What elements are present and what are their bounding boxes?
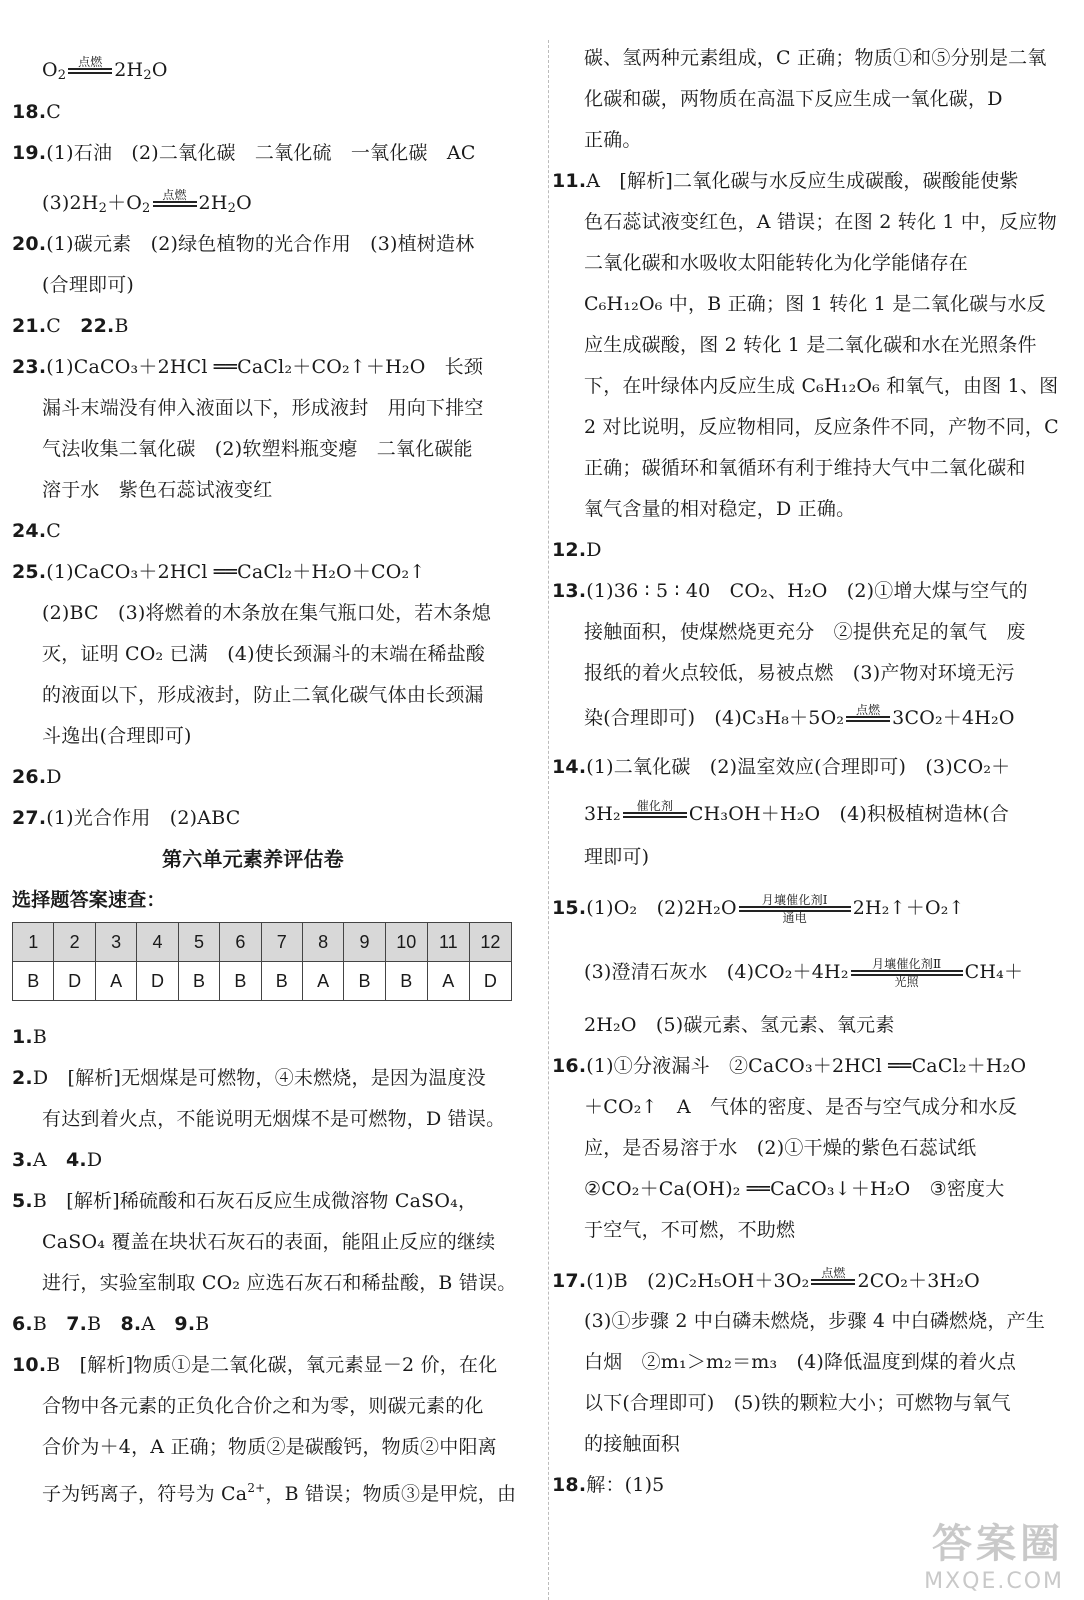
question-number: 15. [552, 897, 587, 919]
answer-12 [552, 537, 602, 563]
answer-text: C [46, 315, 62, 337]
question-number: 18. [12, 101, 47, 123]
answer-text: 碳、氢两种元素组成，C 正确；物质①和⑤分别是二氧 [584, 47, 1047, 69]
answer-text: 应生成碳酸，图 2 转化 1 是二氧化碳和水在光照条件 [584, 334, 1037, 356]
subscript: 2 [57, 68, 67, 83]
answer-text: 有达到着火点，不能说明无烟煤不是可燃物，D 错误。 [42, 1108, 506, 1130]
question-number: 6. [12, 1313, 33, 1335]
text: (3)2H [42, 192, 99, 214]
answer-text: A [32, 1149, 47, 1171]
answer-text: B [195, 1313, 210, 1335]
answer-text: (2)BC (3)将燃着的木条放在集气瓶口处，若木条熄 [42, 602, 492, 624]
answer-text: (1)光合作用 (2)ABC [46, 807, 241, 829]
answer-text: B [87, 1313, 102, 1335]
answer-text: B [32, 1026, 48, 1048]
answer-text: 接触面积，使煤燃烧更充分 ②提供充足的氧气 废 [584, 621, 1026, 643]
table-cell: D [469, 962, 511, 1001]
answer-text: 合物中各元素的正负化合价之和为零，则碳元素的化 [42, 1395, 484, 1417]
answer-text: B [解析]物质①是二氧化碳，氧元素显－2 价，在化 [46, 1354, 498, 1376]
question-number: 8. [120, 1313, 142, 1335]
condition-text: 通电 [782, 911, 807, 925]
condition-text: 点燃 [855, 703, 881, 717]
table-cell: 7 [261, 923, 302, 962]
answer-text: 溶于水 紫色石蕊试液变红 [42, 479, 273, 501]
question-number: 19. [12, 142, 47, 164]
answer-text: C₆H₁₂O₆ 中，B 正确；图 1 转化 1 是二氧化碳与水反 [584, 293, 1046, 315]
condition-text: 光照 [894, 975, 919, 989]
table-cell: 11 [427, 923, 469, 962]
answer-text: 2 对比说明，反应物相同，反应条件不同，产物不同，C [584, 416, 1059, 438]
reaction-condition [851, 958, 963, 988]
reaction-condition [739, 894, 851, 924]
table-cell: 5 [178, 923, 219, 962]
reaction-condition [153, 189, 197, 219]
answer-text: (1)二氧化碳 (2)温室效应(合理即可) (3)CO₂＋ [586, 756, 1011, 778]
answer-text: B [解析]稀硫酸和石灰石反应生成微溶物 CaSO₄， [32, 1190, 478, 1212]
answer-21-22 [12, 313, 129, 339]
answer-text: 于空气，不可燃，不助燃 [584, 1219, 796, 1241]
text: O [42, 59, 58, 81]
reaction-condition [846, 704, 890, 734]
answer-13 [552, 578, 1028, 604]
answer-text: C [46, 101, 62, 123]
table-cell: B [385, 962, 427, 1001]
table-cell: B [261, 962, 302, 1001]
answer-25 [12, 559, 425, 585]
question-number: 2. [12, 1067, 33, 1089]
table-cell: 8 [302, 923, 343, 962]
answer-text: 漏斗末端没有伸入液面以下，形成液封 用向下排空 [42, 397, 484, 419]
answer-3-4 [12, 1147, 102, 1173]
text: 3CO₂＋4H₂O [892, 707, 1015, 729]
answer-24 [12, 518, 61, 544]
answer-text: 灭，证明 CO₂ 已满 (4)使长颈漏斗的末端在稀盐酸 [42, 643, 486, 665]
question-number: 5. [12, 1190, 33, 1212]
answer-text: 2H₂O (5)碳元素、氢元素、氧元素 [584, 1014, 895, 1036]
answer-text: A [141, 1313, 156, 1335]
answer-text: 解：(1)5 [586, 1474, 665, 1496]
answer-text: 下，在叶绿体内反应生成 C₆H₁₂O₆ 和氧气，由图 1、图 [584, 375, 1059, 397]
answer-14 [552, 754, 1010, 780]
question-number: 20. [12, 233, 47, 255]
column-divider [548, 40, 549, 1600]
answer-text: 氧气含量的相对稳定，D 正确。 [584, 498, 856, 520]
answer-text: 的接触面积 [584, 1433, 681, 1455]
answer-5 [12, 1188, 477, 1214]
question-number: 16. [552, 1055, 587, 1077]
table-cell: A [427, 962, 469, 1001]
watermark [924, 1512, 1064, 1594]
answer-text: 合价为＋4，A 正确；物质②是碳酸钙，物质②中阳离 [42, 1436, 497, 1458]
question-number: 27. [12, 807, 47, 829]
answer-23 [12, 354, 483, 380]
question-number: 23. [12, 356, 47, 378]
table-cell: 2 [54, 923, 95, 962]
text: (1)O₂ (2)2H₂O [586, 897, 737, 919]
text: 3H₂ [584, 803, 621, 825]
question-number: 22. [80, 315, 115, 337]
text: 2H [114, 59, 144, 81]
answer-text: 化碳和碳，两物质在高温下反应生成一氧化碳，D [584, 88, 1003, 110]
subscript: 2 [142, 201, 151, 216]
answer-text: 正确；碳循环和氧循环有利于维持大气中二氧化碳和 [584, 457, 1026, 479]
question-number: 4. [65, 1149, 87, 1171]
table-cell: 4 [137, 923, 178, 962]
table-cell: A [302, 962, 343, 1001]
answer-text: 的液面以下，形成液封，防止二氧化碳气体由长颈漏 [42, 684, 484, 706]
reaction-condition [623, 800, 687, 830]
watermark-url: MXQE.COM [924, 1569, 1064, 1594]
equation-line [584, 704, 1015, 734]
question-number: 9. [174, 1313, 196, 1335]
table-cell: D [54, 962, 95, 1001]
answer-text: (1)CaCO₃＋2HCl ══CaCl₂＋CO₂↑＋H₂O 长颈 [46, 356, 484, 378]
answer-text: (1)CaCO₃＋2HCl ══CaCl₂＋H₂O＋CO₂↑ [46, 561, 426, 583]
question-number: 14. [552, 756, 587, 778]
watermark-logo-text: 答案圈 [932, 1521, 1064, 1567]
answer-text: D [86, 1149, 103, 1171]
answer-text: 色石蕊试液变红色，A 错误；在图 2 转化 1 中，反应物 [584, 211, 1057, 233]
question-number: 10. [12, 1354, 47, 1376]
equation-line [42, 56, 168, 89]
answer-text: (1)36 ∶ 5 ∶ 40 CO₂、H₂O (2)①增大煤与空气的 [586, 580, 1028, 602]
answer-text: (合理即可) [42, 274, 135, 296]
table-cell: B [344, 962, 385, 1001]
text: O [236, 192, 252, 214]
answer-text: 正确。 [584, 129, 642, 151]
answer-20 [12, 231, 474, 257]
table-header-row [13, 923, 512, 962]
answer-2 [12, 1065, 486, 1091]
question-number: 26. [12, 766, 47, 788]
answer-text-line [42, 1475, 516, 1507]
answer-text: (1)①分液漏斗 ②CaCO₃＋2HCl ══CaCl₂＋H₂O [586, 1055, 1027, 1077]
answer-text: 应，是否易溶于水 (2)①干燥的紫色石蕊试纸 [584, 1137, 977, 1159]
condition-text: 点燃 [78, 55, 103, 69]
table-cell: D [137, 962, 178, 1001]
answer-table [12, 922, 512, 1001]
answer-text: (3)①步骤 2 中白磷未燃烧，步骤 4 中白磷燃烧，产生 [584, 1310, 1046, 1332]
table-cell: B [178, 962, 219, 1001]
text: (3)澄清石灰水 (4)CO₂＋4H₂ [584, 961, 849, 983]
reaction-condition [811, 1267, 855, 1297]
table-cell: B [13, 962, 54, 1001]
condition-text: 点燃 [821, 1266, 846, 1280]
answer-text: A [解析]二氧化碳与水反应生成碳酸，碳酸能使紫 [586, 170, 1019, 192]
text: (1)B (2)C₂H₅OH＋3O₂ [586, 1270, 810, 1292]
answer-text: 斗逸出(合理即可) [42, 725, 192, 747]
answer-text: D [586, 539, 602, 561]
question-number: 21. [12, 315, 47, 337]
section-title: 第六单元素养评估卷 [162, 847, 344, 871]
superscript: 2+ [247, 1481, 266, 1495]
subscript: 2 [98, 201, 108, 216]
text: ，B 错误；物质③是甲烷，由 [265, 1483, 517, 1505]
text: CH₃OH＋H₂O (4)积极植树造林(合 [688, 803, 1010, 825]
condition-text: 月壤催化剂Ⅰ [761, 893, 828, 907]
answer-text: 以下(合理即可) (5)铁的颗粒大小；可燃物与氧气 [584, 1392, 1011, 1414]
text: 2CO₂＋3H₂O [857, 1270, 980, 1292]
question-number: 1. [12, 1026, 33, 1048]
answer-text: B [32, 1313, 48, 1335]
question-number: 3. [12, 1149, 33, 1171]
question-number: 7. [66, 1313, 88, 1335]
answer-text: B [114, 315, 129, 337]
answer-15 [552, 894, 965, 924]
answer-text: 气法收集二氧化碳 (2)软塑料瓶变瘪 二氧化碳能 [42, 438, 473, 460]
question-number: 24. [12, 520, 47, 542]
answer-text: ②CO₂＋Ca(OH)₂ ══CaCO₃↓＋H₂O ③密度大 [584, 1178, 1005, 1200]
reaction-condition [68, 56, 112, 86]
table-cell: 12 [469, 923, 511, 962]
subscript: 2 [143, 68, 152, 83]
answer-text: 理即可) [584, 846, 650, 868]
answer-27 [12, 805, 240, 831]
text: 2H₂↑＋O₂↑ [852, 897, 965, 919]
answer-6-9 [12, 1311, 209, 1337]
question-number: 12. [552, 539, 587, 561]
text: 子为钙离子，符号为 Ca [42, 1483, 248, 1505]
table-cell: 6 [220, 923, 261, 962]
answer-11 [552, 168, 1019, 194]
answer-text: C [46, 520, 62, 542]
text: CH₄＋ [964, 961, 1024, 983]
answer-text: D [解析]无烟煤是可燃物，④未燃烧，是因为温度没 [32, 1067, 486, 1089]
table-cell: 3 [95, 923, 136, 962]
question-number: 17. [552, 1270, 587, 1292]
table-cell: A [95, 962, 136, 1001]
subscript: 2 [227, 201, 237, 216]
answer-text: D [46, 766, 62, 788]
answer-text: (1)碳元素 (2)绿色植物的光合作用 (3)植树造林 [46, 233, 475, 255]
text: O [151, 59, 168, 81]
text: 2H [198, 192, 228, 214]
question-number: 13. [552, 580, 587, 602]
question-number: 11. [552, 170, 587, 192]
equation-line [42, 189, 252, 222]
answer-10 [12, 1352, 497, 1378]
table-cell: 10 [385, 923, 427, 962]
condition-text: 催化剂 [636, 799, 674, 813]
answer-1 [12, 1024, 47, 1050]
answer-text: 白烟 ②m₁＞m₂＝m₃ (4)降低温度到煤的着火点 [584, 1351, 1017, 1373]
condition-text: 月壤催化剂Ⅱ [871, 957, 942, 971]
table-answer-row [13, 962, 512, 1001]
table-cell: 9 [344, 923, 385, 962]
condition-text: 点燃 [162, 188, 187, 202]
answer-17 [552, 1267, 980, 1297]
answer-text: 报纸的着火点较低，易被点燃 (3)产物对环境无污 [584, 662, 1015, 684]
answer-19 [12, 140, 476, 166]
table-cell: 1 [13, 923, 54, 962]
equation-line [584, 800, 1009, 830]
answer-text: (1)石油 (2)二氧化碳 二氧化硫 一氧化碳 AC [46, 142, 476, 164]
question-number: 25. [12, 561, 47, 583]
equation-line [584, 958, 1023, 988]
table-cell: B [220, 962, 261, 1001]
answer-text: ＋CO₂↑ A 气体的密度、是否与空气成分和水反 [584, 1096, 1018, 1118]
answer-text: CaSO₄ 覆盖在块状石灰石的表面，能阻止反应的继续 [42, 1231, 496, 1253]
answer-26 [12, 764, 62, 790]
text: ＋O [107, 192, 143, 214]
answer-text: 二氧化碳和水吸收太阳能转化为化学能储存在 [584, 252, 969, 274]
answer-18 [12, 99, 61, 125]
question-number: 18. [552, 1474, 587, 1496]
answer-text: 进行，实验室制取 CO₂ 应选石灰石和稀盐酸，B 错误。 [42, 1272, 517, 1294]
answer-18-calc [552, 1472, 664, 1498]
text: 染(合理即可) (4)C₃H₈＋5O₂ [584, 707, 845, 729]
quick-answer-label: 选择题答案速查： [12, 889, 166, 911]
answer-16 [552, 1053, 1026, 1079]
